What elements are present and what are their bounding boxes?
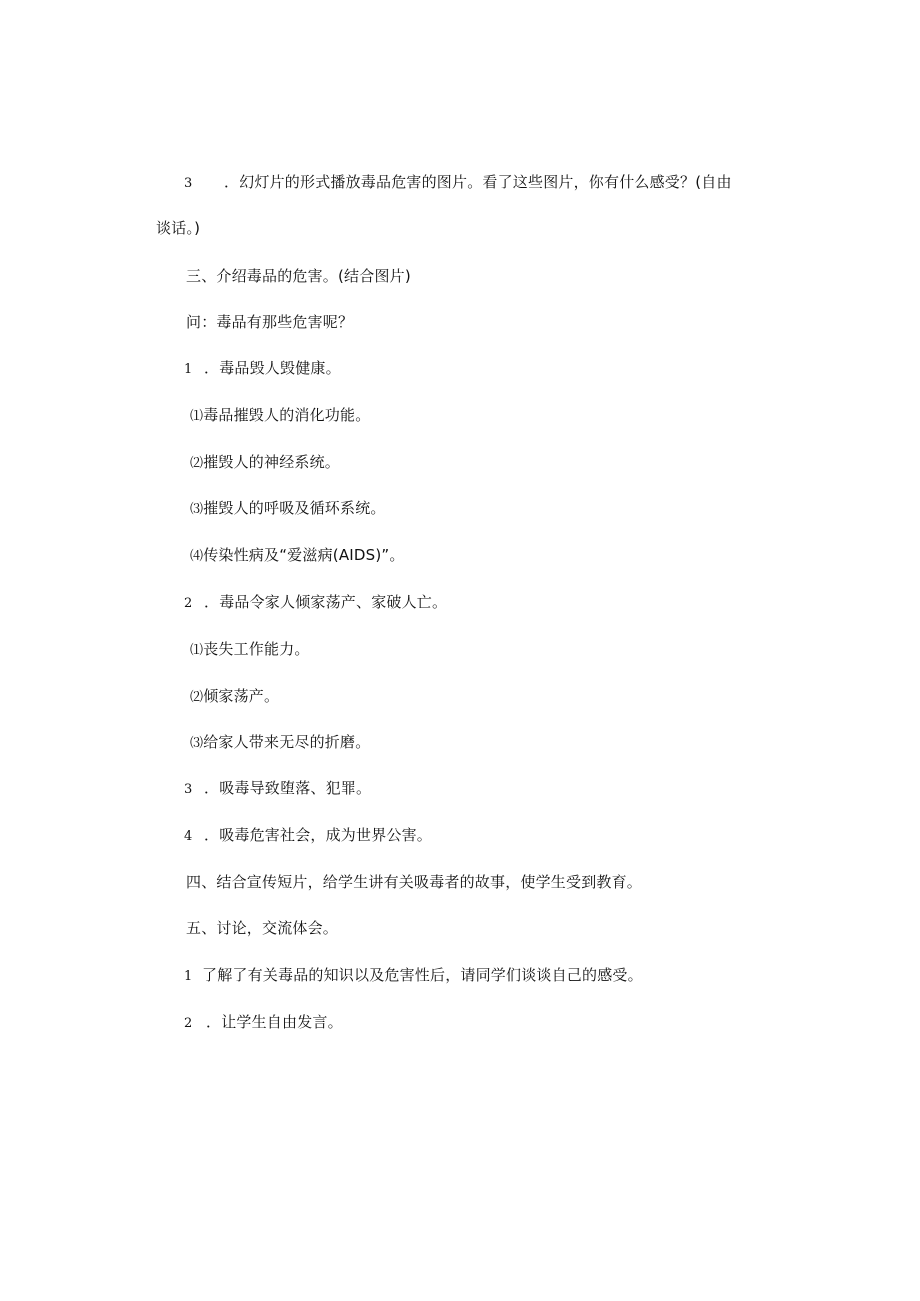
- sub-list-item: [190, 405, 370, 427]
- line-text: 给家人带来无尽的折磨。: [203, 733, 371, 751]
- sub-item-marker: ⑴: [190, 643, 204, 658]
- line-text: ．毒品毁人毁健康。: [204, 359, 341, 377]
- sub-item-marker: ⑶: [190, 502, 204, 517]
- line-text: ．幻灯片的形式播放毒品危害的图片。看了这些图片，你有什么感受？(自由: [224, 173, 732, 191]
- sub-list-item: [190, 452, 340, 474]
- line-text: ．毒品令家人倾家荡产、家破人亡。: [204, 593, 448, 611]
- line-text: 倾家荡产。: [203, 687, 280, 705]
- item-number: 1: [184, 362, 193, 377]
- paragraph-line: [184, 172, 732, 194]
- section-heading: [186, 266, 411, 286]
- line-text: 摧毁人的神经系统。: [203, 453, 341, 471]
- item-number: 2: [184, 1016, 193, 1031]
- item-number: 3: [184, 176, 193, 191]
- list-item: [184, 592, 447, 614]
- sub-item-marker: ⑵: [190, 690, 204, 705]
- line-text: 丧失工作能力。: [203, 640, 310, 658]
- line-text: ．吸毒危害社会，成为世界公害。: [204, 826, 433, 844]
- item-number: 3: [184, 782, 193, 797]
- item-number: 1: [184, 969, 193, 984]
- sub-item-marker: ⑷: [190, 549, 204, 564]
- line-text: 问：毒品有那些危害呢？: [186, 313, 354, 331]
- section-heading: [186, 872, 642, 892]
- line-text: 传染性病及“爱滋病(AIDS)”。: [203, 546, 405, 564]
- list-item: [184, 358, 341, 380]
- paragraph-line: [186, 312, 353, 332]
- item-number: 4: [184, 829, 193, 844]
- list-item: [184, 778, 371, 800]
- item-number: 2: [184, 596, 193, 611]
- sub-list-item: [190, 686, 279, 708]
- line-text: 三、介绍毒品的危害。(结合图片): [186, 267, 411, 285]
- sub-item-marker: ⑵: [190, 456, 204, 471]
- sub-list-item: [190, 498, 386, 520]
- sub-list-item: [190, 732, 370, 754]
- line-text: 了解了有关毒品的知识以及危害性后，请同学们谈谈自己的感受。: [202, 966, 643, 984]
- sub-list-item: [190, 545, 405, 567]
- paragraph-line: [156, 218, 200, 238]
- list-item: [184, 965, 643, 987]
- line-text: 摧毁人的呼吸及循环系统。: [203, 499, 386, 517]
- line-text: 谈话。): [156, 219, 201, 237]
- sub-item-marker: ⑶: [190, 736, 204, 751]
- line-text: 四、结合宣传短片，给学生讲有关吸毒者的故事，使学生受到教育。: [186, 873, 643, 891]
- sub-list-item: [190, 639, 310, 661]
- line-text: 毒品摧毁人的消化功能。: [203, 406, 371, 424]
- list-item: [184, 825, 432, 847]
- line-text: ．让学生自由发言。: [206, 1013, 343, 1031]
- sub-item-marker: ⑴: [190, 409, 204, 424]
- section-heading: [186, 918, 338, 938]
- line-text: 五、讨论，交流体会。: [186, 919, 339, 937]
- line-text: ．吸毒导致堕落、犯罪。: [204, 779, 372, 797]
- list-item: [184, 1012, 343, 1034]
